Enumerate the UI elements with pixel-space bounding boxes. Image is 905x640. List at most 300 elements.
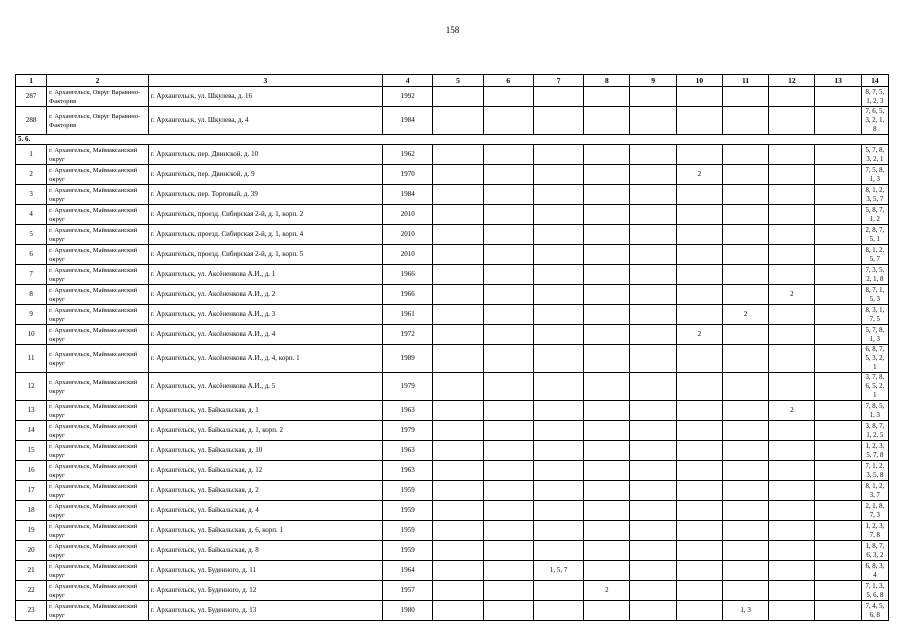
row-col-5 [433,325,483,345]
row-col-12 [769,185,815,205]
row-col-11 [722,87,768,107]
row-address: г. Архангельск, ул. Буденного, д. 13 [148,601,382,621]
row-col-12 [769,265,815,285]
row-address: г. Архангельск, ул. Аксёненкова А.И., д. 4, корп. 1 [148,345,382,373]
row-col-10 [676,541,722,561]
row-year: 1984 [383,107,433,135]
row-address: г. Архангельск, ул. Байкальская, д. 10 [148,441,382,461]
row-col-10 [676,107,722,135]
row-col-12 [769,245,815,265]
row-year: 1972 [383,325,433,345]
row-number: 12 [16,373,47,401]
row-address: г. Архангельск, ул. Буденного, д. 12 [148,581,382,601]
row-number: 3 [16,185,47,205]
row-year: 1963 [383,461,433,481]
row-col-11: 2 [722,305,768,325]
row-col-10 [676,185,722,205]
column-header-8: 8 [584,75,630,87]
row-col-11 [722,265,768,285]
row-col-5 [433,305,483,325]
column-header-5: 5 [433,75,483,87]
row-col-6 [483,285,533,305]
row-col-10 [676,581,722,601]
row-col-5 [433,265,483,285]
row-address: г. Архангельск, ул. Аксёненкова А.И., д. 2 [148,285,382,305]
row-number: 5 [16,225,47,245]
row-number: 8 [16,285,47,305]
row-col-8 [584,305,630,325]
row-district: г. Архангельск, Маймаксанский округ [47,265,149,285]
row-col-5 [433,401,483,421]
row-address: г. Архангельск, ул. Аксёненкова А.И., д. 3 [148,305,382,325]
row-district: г. Архангельск, Маймаксанский округ [47,325,149,345]
row-col-12 [769,481,815,501]
row-col-10: 2 [676,325,722,345]
row-col-12 [769,541,815,561]
row-col-6 [483,481,533,501]
table-row [16,421,889,441]
row-col-8 [584,521,630,541]
column-header-11: 11 [722,75,768,87]
row-col-11 [722,145,768,165]
row-col-9 [630,541,676,561]
row-col-11 [722,441,768,461]
row-col-5 [433,601,483,621]
row-col-11 [722,185,768,205]
table-row [16,285,889,305]
row-year: 1962 [383,145,433,165]
row-col-5 [433,441,483,461]
row-address: г. Архангельск, ул. Байкальская, д. 2 [148,481,382,501]
row-col-12 [769,305,815,325]
row-col-12 [769,461,815,481]
row-col-9 [630,225,676,245]
row-col-8 [584,225,630,245]
row-year: 2010 [383,225,433,245]
row-col-6 [483,601,533,621]
row-col-5 [433,345,483,373]
row-col-6 [483,165,533,185]
table-row [16,145,889,165]
row-col-12 [769,205,815,225]
row-col-9 [630,461,676,481]
row-col-10 [676,441,722,461]
row-col-9 [630,87,676,107]
column-header-6: 6 [483,75,533,87]
row-col-8 [584,421,630,441]
row-address: г. Архангельск, ул. Аксёненкова А.И., д. 1 [148,265,382,285]
row-col-5 [433,541,483,561]
table-row [16,581,889,601]
row-col-14: 5, 8, 7, 1, 2 [861,205,888,225]
row-address: г. Архангельск, пер. Торговый, д. 39 [148,185,382,205]
row-district: г. Архангельск, Маймаксанский округ [47,581,149,601]
row-year: 1959 [383,481,433,501]
row-col-13 [815,373,861,401]
row-col-11 [722,345,768,373]
row-district: г. Архангельск, Маймаксанский округ [47,205,149,225]
row-col-7 [533,373,583,401]
column-header-14: 14 [861,75,888,87]
table-row [16,541,889,561]
row-col-8: 2 [584,581,630,601]
table-row [16,521,889,541]
row-col-7 [533,205,583,225]
row-col-7 [533,265,583,285]
row-year: 2010 [383,245,433,265]
row-col-10 [676,305,722,325]
row-col-6 [483,441,533,461]
row-year: 2010 [383,205,433,225]
row-col-8 [584,441,630,461]
row-col-13 [815,561,861,581]
row-col-8 [584,165,630,185]
row-col-7 [533,441,583,461]
row-col-14: 7, 3, 5, 2, 1, 8 [861,265,888,285]
row-col-8 [584,145,630,165]
row-district: г. Архангельск, Маймаксанский округ [47,145,149,165]
row-col-8 [584,481,630,501]
table-row [16,373,889,401]
row-col-7 [533,305,583,325]
row-col-7 [533,521,583,541]
table-row [16,205,889,225]
row-col-7 [533,145,583,165]
row-col-13 [815,325,861,345]
row-col-11 [722,225,768,245]
row-col-12 [769,581,815,601]
row-col-8 [584,205,630,225]
row-col-12 [769,145,815,165]
row-col-7 [533,245,583,265]
table-row [16,245,889,265]
row-col-14: 8, 3, 1, 7, 5 [861,305,888,325]
column-header-13: 13 [815,75,861,87]
row-col-12 [769,87,815,107]
row-col-5 [433,581,483,601]
row-col-7 [533,87,583,107]
row-col-7: 1, 5, 7 [533,561,583,581]
row-district: г. Архангельск, Маймаксанский округ [47,285,149,305]
row-number: 17 [16,481,47,501]
row-col-8 [584,541,630,561]
row-col-14: 7, 1, 2, 3, 5, 8 [861,461,888,481]
row-col-5 [433,373,483,401]
row-col-13 [815,501,861,521]
row-number: 6 [16,245,47,265]
table-row [16,441,889,461]
row-col-12: 2 [769,285,815,305]
row-col-14: 8, 7, 1, 5, 3 [861,285,888,305]
table-row [16,87,889,107]
row-number: 9 [16,305,47,325]
row-district: г. Архангельск, Маймаксанский округ [47,521,149,541]
row-district: г. Архангельск, Маймаксанский округ [47,461,149,481]
row-col-11 [722,581,768,601]
row-col-6 [483,501,533,521]
row-district: г. Архангельск, Маймаксанский округ [47,601,149,621]
row-col-9 [630,165,676,185]
row-col-13 [815,581,861,601]
row-col-12 [769,561,815,581]
table-row [16,305,889,325]
row-col-10 [676,245,722,265]
row-col-14: 8, 1, 2, 3, 7 [861,481,888,501]
row-number: 1 [16,145,47,165]
row-col-9 [630,581,676,601]
row-col-9 [630,501,676,521]
row-col-11 [722,245,768,265]
row-year: 1959 [383,501,433,521]
row-col-5 [433,225,483,245]
row-col-8 [584,501,630,521]
table-row [16,345,889,373]
row-col-13 [815,601,861,621]
row-col-13 [815,185,861,205]
row-col-7 [533,165,583,185]
row-year: 1961 [383,305,433,325]
row-col-13 [815,87,861,107]
row-year: 1980 [383,601,433,621]
row-year: 1979 [383,421,433,441]
table-row [16,225,889,245]
row-col-8 [584,601,630,621]
row-year: 1964 [383,561,433,581]
row-col-13 [815,461,861,481]
column-header-7: 7 [533,75,583,87]
row-col-10 [676,401,722,421]
column-header-10: 10 [676,75,722,87]
row-col-6 [483,325,533,345]
row-col-6 [483,225,533,245]
row-number: 13 [16,401,47,421]
row-col-11 [722,521,768,541]
row-col-6 [483,245,533,265]
row-col-8 [584,107,630,135]
table-header-row [16,75,889,87]
row-year: 1970 [383,165,433,185]
row-col-9 [630,521,676,541]
row-col-10 [676,205,722,225]
row-col-5 [433,165,483,185]
row-col-7 [533,185,583,205]
row-number: 18 [16,501,47,521]
row-col-5 [433,185,483,205]
row-col-7 [533,345,583,373]
row-col-13 [815,541,861,561]
row-col-9 [630,107,676,135]
row-col-13 [815,345,861,373]
row-col-8 [584,461,630,481]
row-col-8 [584,185,630,205]
row-year: 1959 [383,541,433,561]
row-col-13 [815,305,861,325]
row-col-12 [769,373,815,401]
table-row [16,401,889,421]
row-number: 14 [16,421,47,441]
row-col-7 [533,107,583,135]
row-col-14: 5, 7, 8, 1, 3 [861,325,888,345]
row-number: 15 [16,441,47,461]
row-col-12 [769,501,815,521]
row-col-13 [815,265,861,285]
column-header-1: 1 [16,75,47,87]
row-col-13 [815,107,861,135]
column-header-3: 3 [148,75,382,87]
row-col-11 [722,421,768,441]
row-col-11 [722,107,768,135]
row-col-5 [433,561,483,581]
row-number: 7 [16,265,47,285]
row-year: 1959 [383,521,433,541]
row-district: г. Архангельск, Маймаксанский округ [47,373,149,401]
row-number: 21 [16,561,47,581]
row-col-9 [630,401,676,421]
row-col-7 [533,461,583,481]
row-col-12: 2 [769,401,815,421]
row-col-14: 2, 1, 8, 7, 3 [861,501,888,521]
row-col-8 [584,345,630,373]
row-col-7 [533,421,583,441]
row-address: г. Архангельск, ул. Аксёненкова А.И., д. 5 [148,373,382,401]
row-col-9 [630,265,676,285]
row-address: г. Архангельск, пер. Двинской, д. 9 [148,165,382,185]
row-col-13 [815,441,861,461]
row-district: г. Архангельск, Маймаксанский округ [47,561,149,581]
row-col-9 [630,481,676,501]
row-district: г. Архангельск, Маймаксанский округ [47,501,149,521]
row-col-14: 5, 7, 8, 3, 2, 1 [861,145,888,165]
row-col-6 [483,145,533,165]
section-row [16,135,889,145]
row-col-12 [769,441,815,461]
row-col-6 [483,305,533,325]
row-district: г. Архангельск, Округ Варавино-Фактория [47,87,149,107]
row-col-6 [483,265,533,285]
table-row [16,165,889,185]
row-col-9 [630,421,676,441]
row-district: г. Архангельск, Маймаксанский округ [47,421,149,441]
row-col-6 [483,87,533,107]
row-col-9 [630,345,676,373]
row-col-10 [676,265,722,285]
row-address: г. Архангельск, ул. Шкулева, д. 4 [148,107,382,135]
row-col-10 [676,373,722,401]
row-col-11 [722,481,768,501]
row-year: 1984 [383,185,433,205]
row-col-14: 8, 7, 5, 1, 2, 3 [861,87,888,107]
row-address: г. Архангельск, проезд. Сибирская 2-й, д. 1, корп. 5 [148,245,382,265]
row-col-6 [483,581,533,601]
row-col-13 [815,205,861,225]
row-district: г. Архангельск, Округ Варавино-Фактория [47,107,149,135]
row-year: 1966 [383,265,433,285]
row-col-5 [433,501,483,521]
column-header-12: 12 [769,75,815,87]
row-number: 4 [16,205,47,225]
row-col-14: 7, 8, 5, 1, 3 [861,401,888,421]
row-number: 23 [16,601,47,621]
row-district: г. Архангельск, Маймаксанский округ [47,401,149,421]
row-col-6 [483,345,533,373]
table-row [16,561,889,581]
section-label: 5. 6. [16,135,889,145]
row-col-8 [584,87,630,107]
page-number: 158 [445,25,460,35]
row-col-9 [630,285,676,305]
table-row [16,601,889,621]
row-address: г. Архангельск, пер. Двинской, д. 10 [148,145,382,165]
row-address: г. Архангельск, проезд. Сибирская 2-й, д. 1, корп. 2 [148,205,382,225]
row-col-5 [433,107,483,135]
row-col-14: 6, 8, 3, 4 [861,561,888,581]
row-col-11 [722,373,768,401]
row-col-10 [676,225,722,245]
row-col-6 [483,421,533,441]
row-col-11 [722,285,768,305]
row-year: 1963 [383,441,433,461]
row-col-7 [533,501,583,521]
row-col-6 [483,541,533,561]
row-col-5 [433,205,483,225]
row-col-7 [533,481,583,501]
row-year: 1957 [383,581,433,601]
row-col-11 [722,165,768,185]
row-col-14: 7, 4, 5, 6, 8 [861,601,888,621]
row-col-14: 7, 6, 5, 3, 2, 1, 8 [861,107,888,135]
row-col-14: 7, 5, 8, 1, 3 [861,165,888,185]
row-number: 10 [16,325,47,345]
row-col-14: 8, 1, 2, 5, 7 [861,245,888,265]
column-header-9: 9 [630,75,676,87]
table-row [16,481,889,501]
row-col-5 [433,521,483,541]
row-col-12 [769,107,815,135]
row-col-10 [676,87,722,107]
table-row [16,501,889,521]
row-col-5 [433,421,483,441]
row-col-9 [630,205,676,225]
row-district: г. Архангельск, Маймаксанский округ [47,225,149,245]
row-address: г. Архангельск, ул. Аксёненкова А.И., д. 4 [148,325,382,345]
row-col-9 [630,561,676,581]
row-col-9 [630,441,676,461]
row-col-9 [630,245,676,265]
row-col-12 [769,165,815,185]
row-number: 287 [16,87,47,107]
table-row [16,461,889,481]
row-col-13 [815,225,861,245]
row-district: г. Архангельск, Маймаксанский округ [47,165,149,185]
row-address: г. Архангельск, ул. Буденного, д. 11 [148,561,382,581]
row-year: 1979 [383,373,433,401]
row-col-9 [630,601,676,621]
row-district: г. Архангельск, Маймаксанский округ [47,245,149,265]
row-col-7 [533,325,583,345]
row-col-14: 6, 8, 7, 5, 3, 2, 1 [861,345,888,373]
row-number: 16 [16,461,47,481]
row-address: г. Архангельск, ул. Байкальская, д. 4 [148,501,382,521]
row-col-14: 3, 7, 8, 6, 5, 2, 1 [861,373,888,401]
row-col-10 [676,285,722,305]
row-col-13 [815,165,861,185]
row-col-13 [815,245,861,265]
row-col-13 [815,421,861,441]
table-row [16,265,889,285]
row-col-6 [483,401,533,421]
row-col-12 [769,601,815,621]
row-year: 1989 [383,345,433,373]
